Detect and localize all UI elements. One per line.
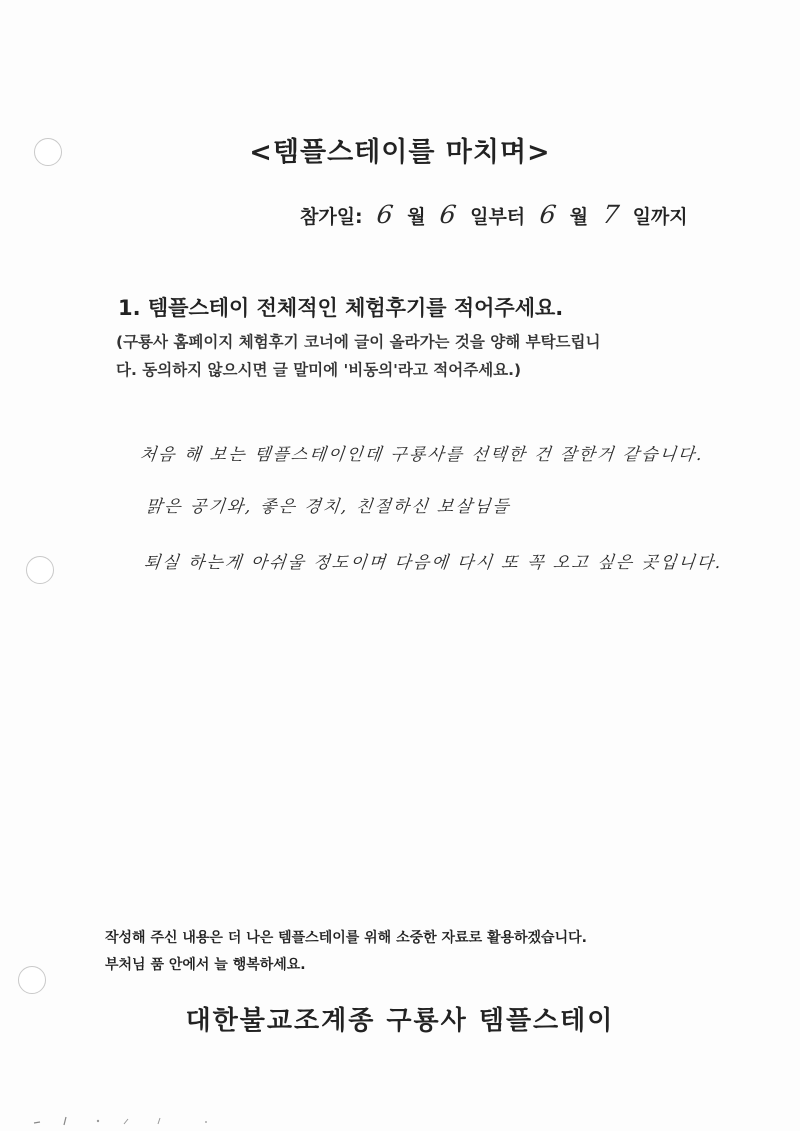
closing-message	[105, 925, 587, 979]
question-title: 1. 템플스테이 전체적인 체험후기를 적어주세요.	[118, 296, 564, 320]
closing-line: 작성해 주신 내용은 더 나은 템플스테이를 위해 소중한 자료로 활용하겠습니다.	[105, 930, 587, 946]
scan-artifact-marks	[30, 1115, 230, 1127]
to-label: 일까지	[632, 206, 688, 228]
handwritten-answer-line: 맑은 공기와, 좋은 경치, 친절하신 보살님들	[144, 497, 512, 517]
period-label: 참가일:	[300, 206, 363, 228]
organization-name: 대한불교조계종 구룡사 템플스테이	[185, 1006, 615, 1036]
handwritten-answer-line: 퇴실 하는게 아쉬울 정도이며 다음에 다시 또 꼭 오고 싶은 곳입니다.	[142, 553, 724, 573]
handwritten-answer-line: 처음 해 보는 템플스테이인데 구룡사를 선택한 건 잘한거 같습니다.	[138, 445, 705, 465]
question-note	[116, 328, 696, 384]
month-unit: 월	[407, 206, 426, 228]
end-day: 7	[600, 200, 621, 229]
start-day: 6	[438, 200, 459, 229]
punch-hole	[26, 556, 54, 584]
form-title: <템플스테이를 마치며>	[249, 137, 551, 168]
end-month: 6	[537, 200, 558, 229]
closing-line: 부처님 품 안에서 늘 행복하세요.	[105, 957, 306, 973]
punch-hole	[18, 966, 46, 994]
from-label: 일부터	[470, 206, 526, 228]
note-line: (구룡사 홈페이지 체험후기 코너에 글이 올라가는 것을 양해 부탁드립니	[116, 333, 601, 351]
participation-period	[300, 200, 688, 229]
month-unit: 월	[569, 206, 589, 228]
start-month: 6	[375, 200, 396, 229]
note-line: 다. 동의하지 않으시면 글 말미에 '비동의'라고 적어주세요.)	[116, 361, 522, 379]
